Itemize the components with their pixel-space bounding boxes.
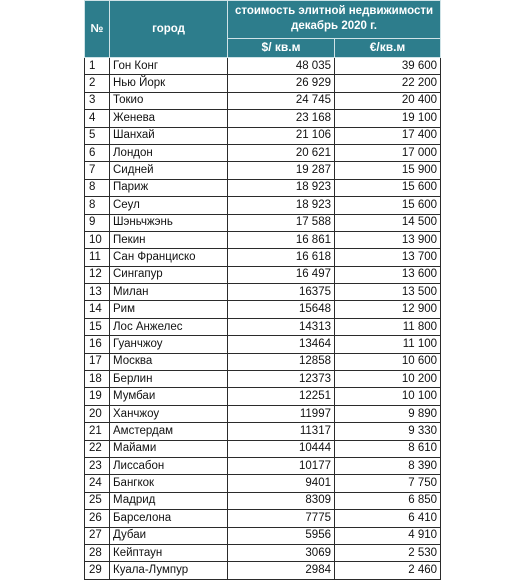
row-price-usd: 5956 [228,527,335,544]
row-price-eur: 13 900 [335,231,441,248]
row-price-usd: 48 035 [228,58,335,75]
row-price-eur: 12 900 [335,301,441,318]
row-price-usd: 7775 [228,510,335,527]
row-city: Нью Йорк [110,75,228,92]
table-row [85,423,441,440]
table-row [85,75,441,92]
row-number: 29 [85,562,110,579]
row-city: Сан Франциско [110,249,228,266]
row-city: Гон Конг [110,58,228,75]
row-number: 23 [85,457,110,474]
row-city: Женева [110,110,228,127]
row-price-eur: 10 100 [335,388,441,405]
row-number: 13 [85,284,110,301]
row-number: 26 [85,510,110,527]
column-header-eur: €/кв.м [335,38,441,57]
table-row [85,197,441,214]
row-city: Куала-Лумпур [110,562,228,579]
price-table-sheet [84,0,440,580]
table-row [85,336,441,353]
table-row [85,231,441,248]
row-city: Барселона [110,510,228,527]
row-price-eur: 19 100 [335,110,441,127]
row-price-eur: 14 500 [335,214,441,231]
row-price-eur: 8 390 [335,457,441,474]
row-city: Майами [110,440,228,457]
row-price-eur: 10 600 [335,353,441,370]
row-city: Бангкок [110,475,228,492]
table-row [85,492,441,509]
row-price-usd: 16 497 [228,266,335,283]
row-price-eur: 20 400 [335,92,441,109]
row-price-usd: 18 923 [228,179,335,196]
row-number: 10 [85,231,110,248]
row-number: 9 [85,214,110,231]
table-row [85,544,441,561]
row-price-usd: 10444 [228,440,335,457]
row-city: Дубаи [110,527,228,544]
row-price-eur: 2 530 [335,544,441,561]
row-price-usd: 20 621 [228,144,335,161]
table-row [85,179,441,196]
table-row [85,371,441,388]
row-city: Лондон [110,144,228,161]
row-price-eur: 15 600 [335,179,441,196]
row-number: 27 [85,527,110,544]
row-number: 8 [85,179,110,196]
row-price-usd: 14313 [228,318,335,335]
table-row [85,457,441,474]
table-row [85,144,441,161]
row-price-eur: 11 100 [335,336,441,353]
row-number: 22 [85,440,110,457]
table-row [85,92,441,109]
row-city: Токио [110,92,228,109]
row-number: 12 [85,266,110,283]
table-row [85,284,441,301]
row-number: 11 [85,249,110,266]
table-row [85,127,441,144]
table-row [85,440,441,457]
column-header-usd: $/ кв.м [228,38,335,57]
header-row-top [85,1,441,39]
table-row [85,510,441,527]
row-number: 28 [85,544,110,561]
row-city: Шэньчжэнь [110,214,228,231]
table-row [85,562,441,579]
row-price-eur: 8 610 [335,440,441,457]
column-header-number: № [85,1,110,58]
table-body [85,58,441,580]
row-number: 3 [85,92,110,109]
row-number: 16 [85,336,110,353]
row-city: Гуанчжоу [110,336,228,353]
row-price-usd: 16 861 [228,231,335,248]
column-header-city: город [110,1,228,58]
row-city: Шанхай [110,127,228,144]
row-city: Мадрид [110,492,228,509]
row-number: 20 [85,405,110,422]
row-price-usd: 16 618 [228,249,335,266]
row-price-usd: 12858 [228,353,335,370]
row-number: 19 [85,388,110,405]
table-row [85,318,441,335]
row-price-usd: 23 168 [228,110,335,127]
row-city: Кейптаун [110,544,228,561]
row-city: Рим [110,301,228,318]
table-row [85,527,441,544]
row-price-usd: 2984 [228,562,335,579]
row-price-eur: 13 600 [335,266,441,283]
table-row [85,266,441,283]
row-price-usd: 15648 [228,301,335,318]
row-number: 1 [85,58,110,75]
row-price-eur: 4 910 [335,527,441,544]
row-number: 14 [85,301,110,318]
row-price-eur: 13 500 [335,284,441,301]
table-row [85,353,441,370]
row-city: Пекин [110,231,228,248]
row-city: Сеул [110,197,228,214]
group-header-line1: стоимость элитной недвижимости [234,5,434,18]
row-city: Москва [110,353,228,370]
group-header-line2: декабрь 2020 г. [291,20,377,33]
row-price-usd: 9401 [228,475,335,492]
row-price-usd: 26 929 [228,75,335,92]
row-city: Сидней [110,162,228,179]
table-header [85,1,441,58]
row-price-eur: 39 600 [335,58,441,75]
row-city: Лиссабон [110,457,228,474]
row-number: 7 [85,162,110,179]
column-group-header-price [228,1,441,39]
row-price-usd: 19 287 [228,162,335,179]
row-number: 6 [85,144,110,161]
row-price-eur: 15 600 [335,197,441,214]
row-number: 2 [85,75,110,92]
row-price-eur: 6 850 [335,492,441,509]
row-number: 18 [85,371,110,388]
table-row [85,301,441,318]
elite-real-estate-price-table [84,0,441,580]
row-price-eur: 10 200 [335,371,441,388]
row-city: Ханчжоу [110,405,228,422]
row-price-eur: 15 900 [335,162,441,179]
row-number: 5 [85,127,110,144]
row-number: 8 [85,197,110,214]
row-price-usd: 8309 [228,492,335,509]
table-row [85,162,441,179]
row-number: 25 [85,492,110,509]
row-city: Сингапур [110,266,228,283]
row-price-eur: 7 750 [335,475,441,492]
row-number: 4 [85,110,110,127]
table-row [85,475,441,492]
row-price-usd: 24 745 [228,92,335,109]
row-price-usd: 3069 [228,544,335,561]
row-price-usd: 10177 [228,457,335,474]
row-city: Милан [110,284,228,301]
row-price-eur: 17 000 [335,144,441,161]
table-row [85,214,441,231]
row-price-usd: 12251 [228,388,335,405]
table-row [85,405,441,422]
row-price-usd: 11317 [228,423,335,440]
row-price-usd: 11997 [228,405,335,422]
row-price-eur: 22 200 [335,75,441,92]
table-row [85,388,441,405]
row-price-eur: 9 890 [335,405,441,422]
row-number: 21 [85,423,110,440]
row-price-eur: 17 400 [335,127,441,144]
row-price-eur: 11 800 [335,318,441,335]
row-city: Берлин [110,371,228,388]
row-number: 17 [85,353,110,370]
row-price-eur: 6 410 [335,510,441,527]
row-number: 24 [85,475,110,492]
row-city: Мумбаи [110,388,228,405]
row-price-usd: 12373 [228,371,335,388]
table-row [85,249,441,266]
row-price-usd: 18 923 [228,197,335,214]
row-city: Париж [110,179,228,196]
row-price-eur: 9 330 [335,423,441,440]
row-price-usd: 16375 [228,284,335,301]
row-city: Амстердам [110,423,228,440]
table-row [85,110,441,127]
row-price-eur: 13 700 [335,249,441,266]
row-city: Лос Анжелес [110,318,228,335]
row-price-usd: 21 106 [228,127,335,144]
table-row [85,58,441,75]
row-price-usd: 13464 [228,336,335,353]
row-number: 15 [85,318,110,335]
row-price-usd: 17 588 [228,214,335,231]
row-price-eur: 2 460 [335,562,441,579]
